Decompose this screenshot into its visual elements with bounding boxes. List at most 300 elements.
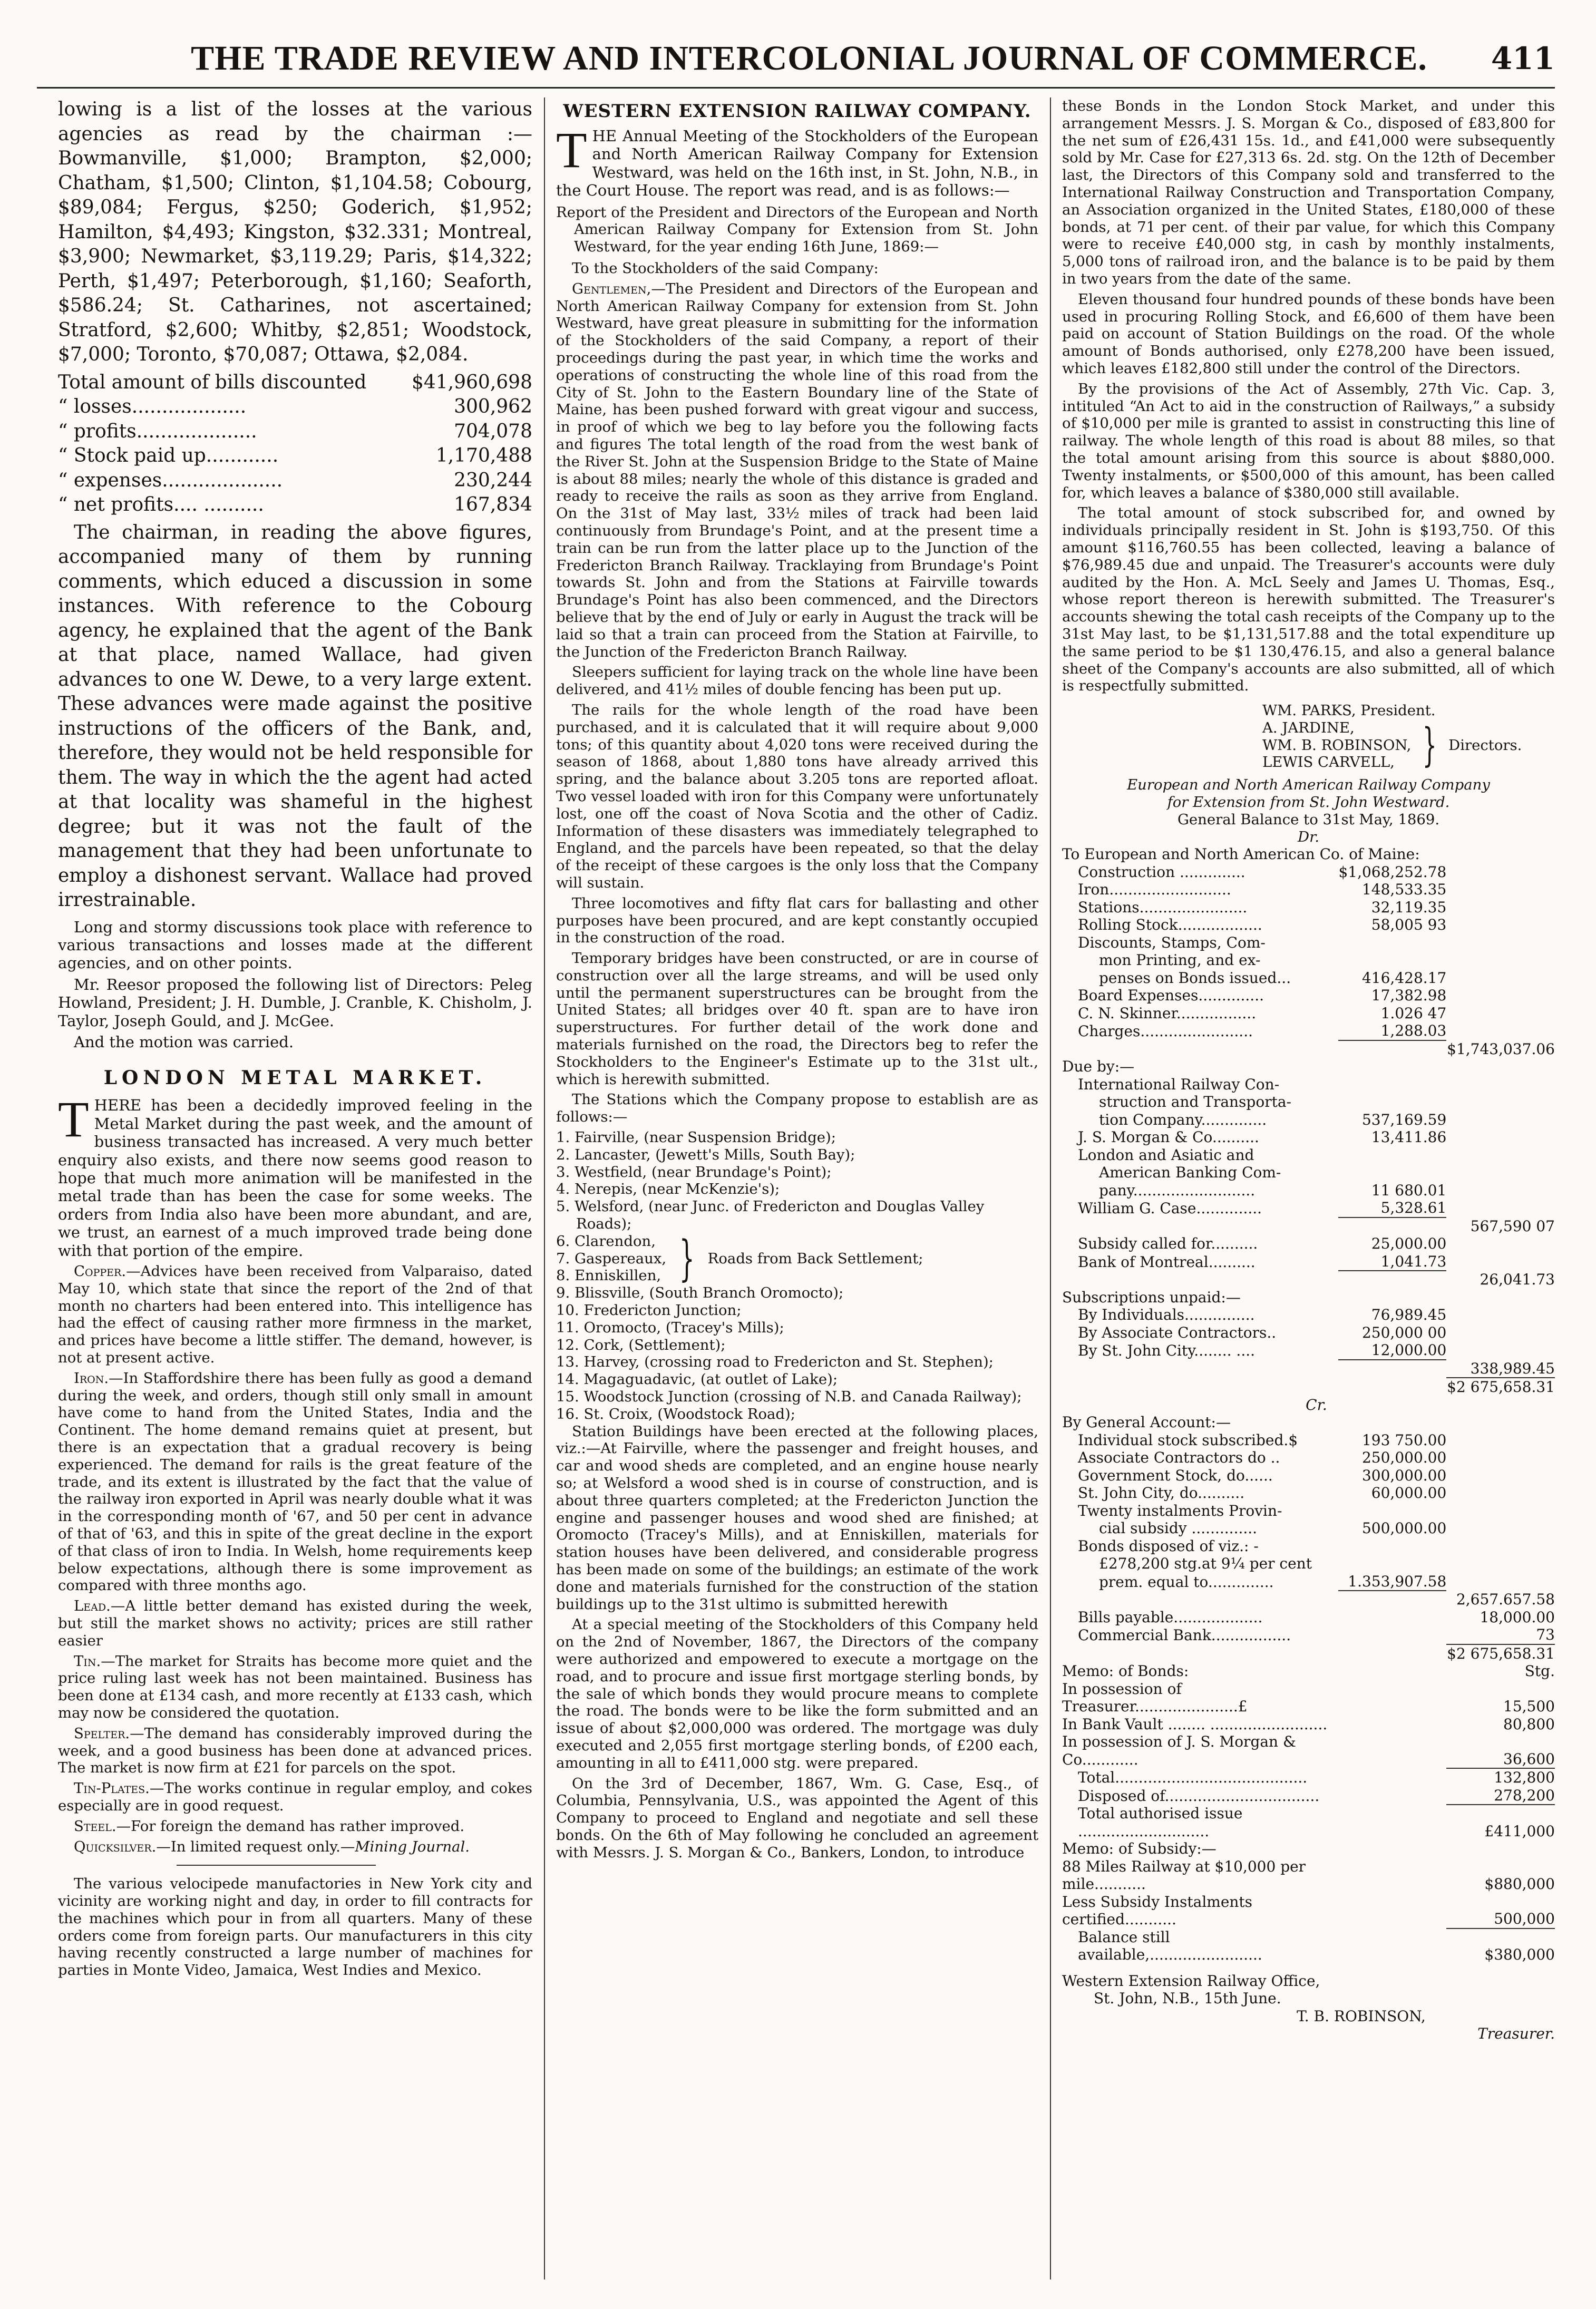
bracket-note: Roads from Back Settlement; <box>707 1250 923 1267</box>
due-row <box>1062 1093 1555 1111</box>
balance-value: 416,428.17 <box>1361 969 1447 987</box>
by-row <box>1062 1484 1555 1502</box>
lead-label: Lead. <box>74 1597 111 1615</box>
balance-value: 12,000.00 <box>1371 1341 1447 1359</box>
balance-total: 500,000 <box>1494 1910 1555 1928</box>
station-item: 5. Welsford, (near Junc. of Fredericton and Douglas Valley Roads); <box>556 1198 985 1233</box>
due-label-row <box>1062 1058 1555 1076</box>
balance-value <box>1338 1502 1447 1520</box>
totals-row <box>58 395 532 420</box>
subsidy-row <box>1062 1235 1555 1253</box>
treasurer-title: Treasurer. <box>1477 2025 1555 2043</box>
balance-total: 132,800 <box>1446 1768 1555 1787</box>
drop-cap: T <box>58 1091 89 1148</box>
balance-label: Cr. <box>1306 1396 1327 1414</box>
balance-total: 338,989.45 <box>1470 1359 1555 1377</box>
due-row <box>1062 1076 1555 1094</box>
totals-row <box>58 420 532 444</box>
station-item: 14. Magaguadavic, (at outlet of Lake); <box>556 1371 838 1388</box>
balance-label: By Individuals............... <box>1078 1306 1255 1324</box>
balance-value: 32,119.35 <box>1371 898 1447 916</box>
balance-label: 88 Miles Railway at $10,000 per mile........... <box>1062 1857 1306 1893</box>
balance-total <box>1446 934 1555 952</box>
unpaid-row <box>1062 1324 1555 1342</box>
stations-list-continued <box>556 1284 1038 1423</box>
tin-paragraph <box>58 1653 532 1722</box>
balance-label: Subsidy called for.......... <box>1078 1235 1258 1253</box>
balance-value <box>1338 1146 1447 1164</box>
quicksilver-label: Quicksilver. <box>74 1838 157 1855</box>
balance-total <box>1446 987 1555 1005</box>
balance-value: 5,328.61 <box>1380 1199 1447 1217</box>
balance-label: Memo: of Bonds: <box>1062 1662 1189 1680</box>
signatures <box>1262 702 1555 771</box>
station-item: 15. Woodstock Junction (crossing of N.B. and Canada Railway); <box>556 1388 1022 1406</box>
rails-paragraph: The rails for the whole length of the road have been purchased, and it is calculated that it will require about 9,000 tons; of this quantity about 4,020 tons were received during the season of 1868, about 1,880 tons have already arrived this spring, and the balance about 3.205 tons are reported afloat. Two vessel loaded with iron for this Company were unfortunately lost, one off the coast of Nova Scotia and the other of Cadiz. Information of these disasters was immediately telegraphed to England, and the parcels have been repeated, so that the delay of the receipt of these cargoes is the only loss that the Company will sustain. <box>556 701 1038 891</box>
balance-value <box>1338 1680 1447 1716</box>
balance-total: 278,200 <box>1494 1786 1555 1804</box>
balance-total: 567,590 07 <box>1470 1217 1555 1235</box>
tin-label: Tin. <box>74 1652 101 1670</box>
office-line-1: Western Extension Railway Office, <box>1062 1972 1320 1990</box>
due-row <box>1062 1111 1555 1129</box>
bills-row <box>1062 1609 1555 1626</box>
balance-value: 193 750.00 <box>1361 1431 1447 1449</box>
balance-label: Government Stock, do...... <box>1078 1466 1273 1484</box>
balance-total <box>1446 1573 1555 1591</box>
balance-value <box>1338 1662 1447 1680</box>
column-rule <box>544 98 545 2279</box>
balance-total: Stg. <box>1524 1662 1555 1680</box>
balance-label: Stations....................... <box>1078 898 1248 916</box>
totals-value: 300,962 <box>454 396 532 417</box>
balance-label: Construction .............. <box>1078 863 1245 881</box>
total-authorised-row <box>1062 1805 1555 1840</box>
stations-list <box>556 1129 1038 1233</box>
balance-value: 13,411.86 <box>1371 1128 1447 1146</box>
balance-total <box>1446 863 1555 881</box>
assembly-paragraph: By the provisions of the Act of Assembly, 27th Vic. Cap. 3, intituled “An Act to aid in the construction of Railways,” a subsidy of $10,000 per mile is granted to assist in constructing this line of railway. The whole length of this road is about 88 miles, so that the total amount arising from this source is about $880,000. Twenty instalments, or $500,000 of this amount, has been called for, which leaves a balance of $380,000 still available. <box>1062 380 1555 501</box>
balance-total <box>1446 1146 1555 1164</box>
balance-value: 1.353,907.58 <box>1348 1572 1447 1590</box>
gentlemen-paragraph <box>556 280 1038 661</box>
balance-total: 15,500 <box>1503 1698 1555 1716</box>
to-row <box>1062 916 1555 934</box>
memo-bonds-row <box>1062 1733 1555 1768</box>
memo-bonds-row <box>1062 1680 1555 1716</box>
balance-total <box>1446 1502 1555 1520</box>
balance-value <box>1338 1644 1447 1663</box>
sleepers-paragraph: Sleepers sufficient for laying track on the whole line have been delivered, and 41½ miles of double fencing has been put up. <box>556 664 1038 698</box>
balance-value: 58,005 93 <box>1371 916 1447 934</box>
eleven-thousand-paragraph: Eleven thousand four hundred pounds of these bonds have been used in procuring Rolling Stock, and £6,600 of them have been paid on account of Station Buildings on the road. Of the whole amount of Bonds authorised, only £278,200 have been issued, which leaves £182,800 still under the control of the Directors. <box>1062 290 1555 377</box>
totals-label: “ expenses.................... <box>58 469 283 491</box>
balance-total <box>1446 1076 1555 1094</box>
balance-total: 36,600 <box>1503 1750 1555 1768</box>
to-row <box>1062 899 1555 917</box>
due-row <box>1062 1146 1555 1164</box>
balance-value: 537,169.59 <box>1361 1110 1447 1128</box>
totals-row <box>58 371 532 395</box>
balance-label <box>1062 1644 1338 1663</box>
balance-value: 250,000 00 <box>1361 1323 1447 1341</box>
station-item: 3. Westfield, (near Brundage's Point); <box>556 1163 832 1181</box>
grand-total-cr-row <box>1062 1644 1555 1663</box>
totals-label: “ profits.................... <box>58 420 257 442</box>
railway-intro-text: HE Annual Meeting of the Stockholders of the European and North American Railway Company for Extension Westward, was held on the 16th inst, in St. John, N.B., in the Court House. The report was read, and is as follows:— <box>556 127 1038 200</box>
balance-total <box>1446 1058 1555 1076</box>
by-label-row <box>1062 1414 1555 1431</box>
balance-total <box>1446 1005 1555 1022</box>
stations-intro: The Stations which the Company propose to establish are as follows:— <box>556 1091 1038 1126</box>
balance-sheet <box>1062 863 1555 1964</box>
directors-list <box>1262 719 1411 771</box>
balance-label: C. N. Skinner................. <box>1078 1004 1257 1022</box>
balance-label: Individual stock subscribed.$ <box>1078 1431 1298 1449</box>
balance-label: American Banking Com- <box>1099 1164 1281 1182</box>
memo-subsidy-label-row <box>1062 1840 1555 1858</box>
by-row <box>1062 1467 1555 1485</box>
memo-subsidy-row <box>1062 1893 1555 1928</box>
unpaid-row <box>1062 1341 1555 1360</box>
to-stockholders: To the Stockholders of the said Company: <box>572 260 879 277</box>
balance-total <box>1446 969 1555 987</box>
balance-total <box>1446 1519 1555 1537</box>
balance-value: 1.026 47 <box>1380 1004 1447 1022</box>
balance-value <box>1338 1787 1447 1805</box>
balance-date: General Balance to 31st May, 1869. <box>1177 811 1440 828</box>
totals-label: “ Stock paid up............ <box>58 445 279 466</box>
to-row <box>1062 934 1555 952</box>
balance-label: Associate Contractors do .. <box>1078 1449 1280 1467</box>
balance-total: £411,000 <box>1446 1805 1555 1840</box>
totals-value: 1,170,488 <box>435 445 532 466</box>
balance-value: 17,382.98 <box>1371 987 1447 1005</box>
balance-label: Rolling Stock.................. <box>1078 916 1262 934</box>
balance-value <box>1338 1271 1447 1289</box>
balance-total <box>1446 1840 1555 1858</box>
totals-row <box>58 493 532 518</box>
section-separator <box>177 1865 376 1866</box>
balance-total: 80,800 <box>1503 1715 1555 1733</box>
balance-label: Subscriptions unpaid:— <box>1062 1288 1241 1306</box>
by-row <box>1062 1573 1555 1591</box>
lead-paragraph <box>58 1597 532 1649</box>
tin-text: —The market for Straits has become more quiet and the price ruling last week has not been maintained. Business has been done at £134 cash, and more recently at £133 cash, which may now be considered the quotation. <box>58 1652 532 1721</box>
balance-value <box>1338 1164 1447 1182</box>
directors-label: Directors. <box>1448 736 1522 754</box>
balance-total <box>1446 1253 1555 1271</box>
journal-title: THE TRADE REVIEW AND INTERCOLONIAL JOURNAL OF COMMERCE. <box>191 39 1427 77</box>
drop-cap: T <box>556 122 587 178</box>
balance-label: Bonds disposed of viz.: - <box>1078 1537 1259 1555</box>
balance-label: Twenty instalments Provin- <box>1078 1502 1282 1519</box>
velocipede-paragraph: The various velocipede manufactories in New York city and vicinity are working night and day, in order to fill contracts for the machines which pour in from all quarters. Many of these orders come from foreign parts. Our manufacturers in this city having recently constructed a large number of machines for parties in Monte Video, Jamaica, West Indies and Mexico. <box>58 1875 532 1979</box>
balance-label: tion Company.............. <box>1099 1110 1267 1128</box>
tinplates-label: Tin-Plates. <box>74 1780 150 1797</box>
balance-label: Commercial Bank................. <box>1078 1626 1291 1644</box>
iron-label: Iron. <box>74 1369 109 1387</box>
due-row <box>1062 1164 1555 1182</box>
balance-label: William G. Case.............. <box>1078 1200 1262 1217</box>
grand-total-dr-row <box>1062 1378 1555 1396</box>
balance-total <box>1446 1431 1555 1449</box>
metal-intro <box>58 1091 532 1260</box>
balance-label: Total......................................... <box>1078 1769 1308 1787</box>
balance-label: cial subsidy .............. <box>1099 1519 1258 1537</box>
balance-total <box>1446 1555 1555 1573</box>
due-row <box>1062 1128 1555 1146</box>
balance-value <box>1338 1733 1447 1768</box>
balance-label: Disposed of................................. <box>1078 1787 1320 1805</box>
meeting-paragraph: At a special meeting of the Stockholders of this Company held on the 2nd of November, 1867, the Directors of the company were authorized and empowered to execute a mortgage on the road, and to procure and issue first mortgage sterling bonds, by the sale of which bonds they would procure means to complete the road. The bonds were to be like the form submitted and an issue of about $2,000,000 was ordered. The mortgage was duly executed and 2,055 first mortgage sterling bonds, of £200 each, amounting in all to £411,000 stg. were prepared. <box>556 1616 1038 1771</box>
balance-value <box>1338 1893 1447 1928</box>
dr-label: Dr. <box>1298 828 1319 845</box>
balance-total: 26,041.73 <box>1480 1271 1555 1289</box>
balance-label: Balance still available,........................ <box>1078 1928 1262 1964</box>
balance-total: $380,000 <box>1446 1928 1555 1964</box>
railway-heading: WESTERN EXTENSION RAILWAY COMPANY. <box>563 101 1031 122</box>
motion-paragraph: And the motion was carried. <box>74 1032 294 1051</box>
balance-value <box>1338 1040 1447 1058</box>
unpaid-label-row <box>1062 1289 1555 1307</box>
due-total-row <box>1062 1217 1555 1235</box>
balance-total <box>1446 1093 1555 1111</box>
lead-text: —A little better demand has existed during the week, but still the market shows no activity; prices are still rather easier <box>58 1597 532 1649</box>
balance-value <box>1338 934 1447 952</box>
gentlemen-text: —The President and Directors of the European and North American Railway Company for extension from St. John Westward, have great pleasure in submitting for the information of the Stockholders of the said Company, a report of their proceedings during the past year, in which time the works and operations of constructing the whole line of this road from the City of St. John to the Eastern Boundary line of the State of Maine, has been pushed forward with great vigour and success, in proof of which we beg to lay before you the following facts and figures The total length of the road from the west bank of the River St. John at the Suspension Bridge to the State of Maine is about 88 miles; nearly the whole of this distance is graded and ready to receive the rails as soon as they arrive from England. On the 31st of May last, 33½ miles of track had been laid continuously from Brundage's Point, and at the present time a train can be run from the latter place up to the Junction of the Fredericton Branch Railway. Tracklaying from Brundage's Point towards St. John and from the Stations at Fairville towards Brundage's Point has also been commenced, and the Directors believe that by the end of July or early in August the track will be laid so that a train can proceed from the Station at Fairville, to the Junction of the Fredericton Branch Railway. <box>556 280 1038 660</box>
balance-total: $2 675,658.31 <box>1447 1378 1555 1396</box>
spelter-label: Spelter. <box>74 1725 130 1742</box>
balance-label <box>1062 1378 1338 1396</box>
quicksilver-paragraph <box>58 1838 532 1856</box>
balance-total <box>1446 1467 1555 1485</box>
station-item: 2. Lancaster, (Jewett's Mills, South Bay); <box>556 1146 855 1163</box>
balance-total <box>1446 1341 1555 1360</box>
balance-value: 250,000.00 <box>1361 1449 1447 1467</box>
balance-total: $880,000 <box>1484 1875 1555 1893</box>
report-title: Report of the President and Directors of the European and North American Railway Company for Extension from St. John Westward, for the year ending 16th June, 1869:— <box>556 203 1038 256</box>
balance-value <box>1338 1058 1447 1076</box>
due-row <box>1062 1182 1555 1200</box>
balance-label: In possession of J. S. Morgan & Co............ <box>1062 1733 1296 1768</box>
spelter-text: —The demand has considerably improved during the week, and a good business has been done at advanced prices. The market is now firm at £21 for parcels on the spot. <box>58 1725 532 1777</box>
buildings-paragraph: Station Buildings have been erected at the following places, viz.:—At Fairville, where the passenger and freight houses, and car and wood sheds are completed, and an engine house nearly so; at Welsford a wood shed is in course of construction, and is about three quarters completed; at the Fredericton Junction the engine and passenger houses and wood shed are finished; at Oromocto (Tracey's Mills), and at Enniskillen, materials for station houses have been delivered, and considerable progress has been made on some of the buildings; an estimate of the work done and materials furnished for the construction of the station buildings up to the 31st ultimo is submitted herewith <box>556 1423 1038 1613</box>
december-paragraph: On the 3rd of December, 1867, Wm. G. Case, Esq., of Columbia, Pennsylvania, U.S., was appointed the Agent of this Company to proceed to England and negotiate and sell these bonds. On the 6th of May following he concluded an agreement with Messrs. J. S. Morgan & Co., Bankers, London, to introduce <box>556 1775 1038 1861</box>
balance-label: London and Asiatic and <box>1078 1146 1254 1164</box>
to-row <box>1062 987 1555 1005</box>
by-row <box>1062 1519 1555 1537</box>
balance-total <box>1446 1235 1555 1253</box>
by-row <box>1062 1537 1555 1555</box>
office-block <box>1062 1972 1555 2043</box>
directors-paragraph: Mr. Reesor proposed the following list of Directors: Peleg Howland, President; J. H. Dumble, J. Cranble, K. Chisholm, J. Taylor, Joseph Gould, and J. McGee. <box>58 975 532 1030</box>
iron-paragraph <box>58 1370 532 1594</box>
memo-bonds-row <box>1062 1716 1555 1733</box>
station-item: 1. Fairville, (near Suspension Bridge); <box>556 1129 836 1146</box>
balance-label: prem. equal to.............. <box>1099 1573 1274 1591</box>
totals-value: $41,960,698 <box>411 371 532 393</box>
station-item: 10. Fredericton Junction; <box>556 1302 742 1319</box>
balance-value: 1,041.73 <box>1380 1252 1447 1270</box>
balance-label: St. John City, do.......... <box>1078 1484 1245 1502</box>
spelter-paragraph <box>58 1725 532 1777</box>
balance-label: Less Subsidy Instalments certified........... <box>1062 1893 1253 1928</box>
balance-total <box>1446 1199 1555 1217</box>
balance-label <box>1062 1360 1338 1378</box>
balance-label: Discounts, Stamps, Com- <box>1078 933 1266 951</box>
totals-value: 167,834 <box>454 494 532 515</box>
to-row <box>1062 1005 1555 1022</box>
totals-value: 704,078 <box>454 420 532 442</box>
metal-market-heading: LONDON METAL MARKET. <box>103 1067 487 1089</box>
totals-row <box>58 469 532 493</box>
balance-total <box>1446 1537 1555 1555</box>
balance-value <box>1338 1858 1447 1893</box>
balance-total <box>1446 1164 1555 1182</box>
treasurer-name: T. B. ROBINSON, <box>1297 2007 1426 2025</box>
balance-value <box>1338 1217 1447 1235</box>
director-name: LEWIS CARVELL, <box>1262 754 1395 771</box>
station-item: 12. Cork, (Settlement); <box>556 1336 726 1353</box>
column-2 <box>556 98 1038 2279</box>
balance-value: 11 680.01 <box>1371 1181 1447 1199</box>
balance-label: Iron.......................... <box>1078 881 1231 899</box>
quicksilver-text: —In limited request only. <box>156 1838 340 1855</box>
tinplates-text: —The works continue in regular employ, and cokes especially are in good request. <box>58 1780 532 1814</box>
memo-subsidy-row <box>1062 1858 1555 1893</box>
to-row <box>1062 881 1555 899</box>
balance-value: 300,000.00 <box>1361 1466 1447 1484</box>
totals-value: 230,244 <box>454 469 532 491</box>
copper-text: —Advices have been received from Valparaiso, dated May 10, which state that since the report of the 2nd of that month no charters had been entered into. This intelligence has had the effect of causing rather more firmness in the market, and prices have become a little stiffer. The demand, however, is not at present active. <box>58 1263 532 1366</box>
office-line-2: St. John, N.B., 15th June. <box>1094 1990 1281 2008</box>
balance-total <box>1446 1449 1555 1467</box>
bracket-stations <box>556 1233 666 1284</box>
balance-value <box>1338 1537 1447 1555</box>
unpaid-total-row <box>1062 1360 1555 1378</box>
station-item: 13. Harvey, (crossing road to Fredericton and St. Stephen); <box>556 1353 994 1371</box>
balance-value <box>1338 1378 1447 1396</box>
station-item: 11. Oromocto, (Tracey's Mills); <box>556 1319 784 1336</box>
railway-intro <box>556 122 1038 200</box>
balance-total: $2 675,658.31 <box>1447 1644 1555 1662</box>
balance-label: Total authorised issue ............................ <box>1078 1805 1243 1840</box>
balance-total: $1,743,037.06 <box>1447 1040 1555 1058</box>
newspaper-page <box>37 29 1555 2290</box>
balance-value <box>1338 1289 1447 1307</box>
balance-value <box>1338 1928 1447 1964</box>
balance-value <box>1338 1716 1447 1733</box>
balance-value <box>1338 1805 1447 1840</box>
balance-label: pany.......................... <box>1099 1181 1256 1199</box>
bracket-icon: } <box>679 1230 695 1287</box>
balance-label: penses on Bonds issued... <box>1099 969 1291 987</box>
steel-text: —For foreign the demand has rather improved. <box>116 1817 465 1835</box>
balance-label: In possession of Treasurer......................£ <box>1062 1680 1248 1716</box>
station-item: 6. Clarendon, <box>556 1232 656 1250</box>
stations-bracket-group <box>556 1230 1038 1287</box>
by-row <box>1062 1502 1555 1520</box>
balance-total <box>1446 899 1555 917</box>
by-total-row <box>1062 1591 1555 1609</box>
memo-bonds-label-row <box>1062 1662 1555 1680</box>
balance-total <box>1446 1306 1555 1324</box>
balance-value <box>1338 1840 1447 1858</box>
balance-total <box>1446 916 1555 934</box>
balance-heading-2: for Extension from St. John Westward. <box>1167 794 1450 811</box>
balance-label: Charges........................ <box>1078 1022 1253 1040</box>
balance-label: struction and Transporta- <box>1099 1093 1291 1111</box>
balance-value <box>1338 1360 1447 1378</box>
by-row <box>1062 1555 1555 1573</box>
balance-label: Due by:— <box>1062 1058 1135 1076</box>
balance-value <box>1338 1555 1447 1573</box>
page-header <box>37 29 1555 89</box>
to-row <box>1062 1022 1555 1040</box>
balance-value: 500,000.00 <box>1361 1519 1447 1537</box>
balance-total <box>1446 1484 1555 1502</box>
balance-value <box>1338 1093 1447 1111</box>
steel-label: Steel. <box>74 1817 116 1835</box>
bills-row <box>1062 1626 1555 1644</box>
balance-available-row <box>1062 1928 1555 1964</box>
balance-label: International Railway Con- <box>1078 1075 1280 1093</box>
balance-label: J. S. Morgan & Co.......... <box>1078 1128 1259 1146</box>
balance-value: 25,000.00 <box>1371 1235 1447 1253</box>
balance-value: 1,288.03 <box>1380 1022 1447 1040</box>
director-name: WM. B. ROBINSON, <box>1262 736 1412 754</box>
balance-label <box>1062 1040 1338 1058</box>
station-item: 4. Nerepis, (near McKenzie's); <box>556 1181 780 1198</box>
balance-label: By General Account:— <box>1062 1414 1231 1431</box>
balance-label: £278,200 stg.at 9¼ per cent <box>1099 1555 1312 1573</box>
balance-total <box>1446 1111 1555 1129</box>
iron-text: —In Staffordshire there has been fully as good a demand during the week, and orders, though still only small in amount have come to hand from the United States, India and the Continent. The home demand remains quiet at present, but there is an expectation that a gradual recovery is being experienced. The demand for rails is the great feature of the trade, and its extent is illustrated by the fact that the value of the railway iron exported in April was nearly double what it was in the corresponding month of '67, and 50 per cent in advance of that of '63, and this in spite of the great decline in the export of that class of iron to India. In Welsh, home requirements keep below expectations, although there is some improvement as compared with three months ago. <box>58 1369 532 1594</box>
director-name: A. JARDINE, <box>1262 719 1355 736</box>
by-row <box>1062 1449 1555 1467</box>
balance-value: 148,533.35 <box>1361 881 1447 899</box>
quicksilver-source: —Mining Journal. <box>340 1838 470 1855</box>
to-row <box>1062 969 1555 987</box>
memo-total-row <box>1062 1768 1555 1787</box>
bridges-paragraph: Temporary bridges have been constructed, or are in course of construction over all the large streams, and will be used only until the permanent superstructures can be brought from the United States; all bridges over 40 ft. span are to have iron superstructures. For further detail of the work done and materials furnished on the road, the Directors beg to refer the Stockholders to the Engineer's Estimate up to the 31st ult., which is herewith submitted. <box>556 950 1038 1088</box>
balance-total <box>1446 951 1555 969</box>
balance-value <box>1338 1076 1447 1094</box>
to-label: To European and North American Co. of Maine: <box>1062 845 1420 863</box>
balance-label <box>1062 1271 1338 1289</box>
stock-paragraph: The total amount of stock subscribed for, and owned by individuals principally resident in St. John is $193,750. Of this amount $116,760.55 has been collected, leaving a balance of $76,989.45 due and unpaid. The Treasurer's accounts were duly audited by the Hon. A. McL Seely and James U. Thomas, Esq., whose report thereon is herewith submitted. The Treasurer's accounts shewing the total cash receipts of the Company up to the 31st May last, to be $1,131,517.88 and the total expenditure up the same period to be $1 130,476.15, and also a general balance sheet of the Company's accounts are also submitted, all of which is respectfully submitted. <box>1062 504 1555 695</box>
subsidy-total-row <box>1062 1271 1555 1289</box>
copper-label: Copper. <box>74 1263 126 1280</box>
column-3 <box>1062 98 1555 2279</box>
chairman-paragraph: The chairman, in reading the above figures, accompanied many of them by running comments, which educed a discussion in some instances. With reference to the Cobourg agency, he explained that the agent of the Bank at that place, named Wallace, had given advances to one W. Dewe, to a very large extent. These advances were made against the positive instructions of the officers of the Bank, and, therefore, they would not be held responsible for them. The way in which the the agent had acted at that locality was shameful in the highest degree; but it was not the fault of the management that they had been unfortunate to employ a dishonest servant. Wallace had proved irrestrainable. <box>58 521 532 911</box>
copper-paragraph <box>58 1263 532 1367</box>
balance-label <box>1062 1591 1338 1609</box>
balance-label: Board Expenses.............. <box>1078 987 1264 1005</box>
totals-row <box>58 444 532 469</box>
balance-label: By Associate Contractors.. <box>1078 1323 1277 1341</box>
balance-total: 73 <box>1536 1626 1555 1644</box>
balance-total: 18,000.00 <box>1480 1608 1555 1626</box>
locomotives-paragraph: Three locomotives and fifty flat cars for ballasting and other purposes have been procured, and are kept constantly occupied in the construction of the road. <box>556 894 1038 947</box>
steel-paragraph <box>58 1818 532 1835</box>
discussion-paragraph: Long and stormy discussions took place with reference to various transactions and losses made at the different agencies, and on other points. <box>58 918 532 972</box>
balance-label <box>1062 1217 1338 1235</box>
due-row <box>1062 1199 1555 1217</box>
balance-value <box>1338 1626 1447 1644</box>
president-signature: WM. PARKS, President. <box>1262 702 1436 719</box>
